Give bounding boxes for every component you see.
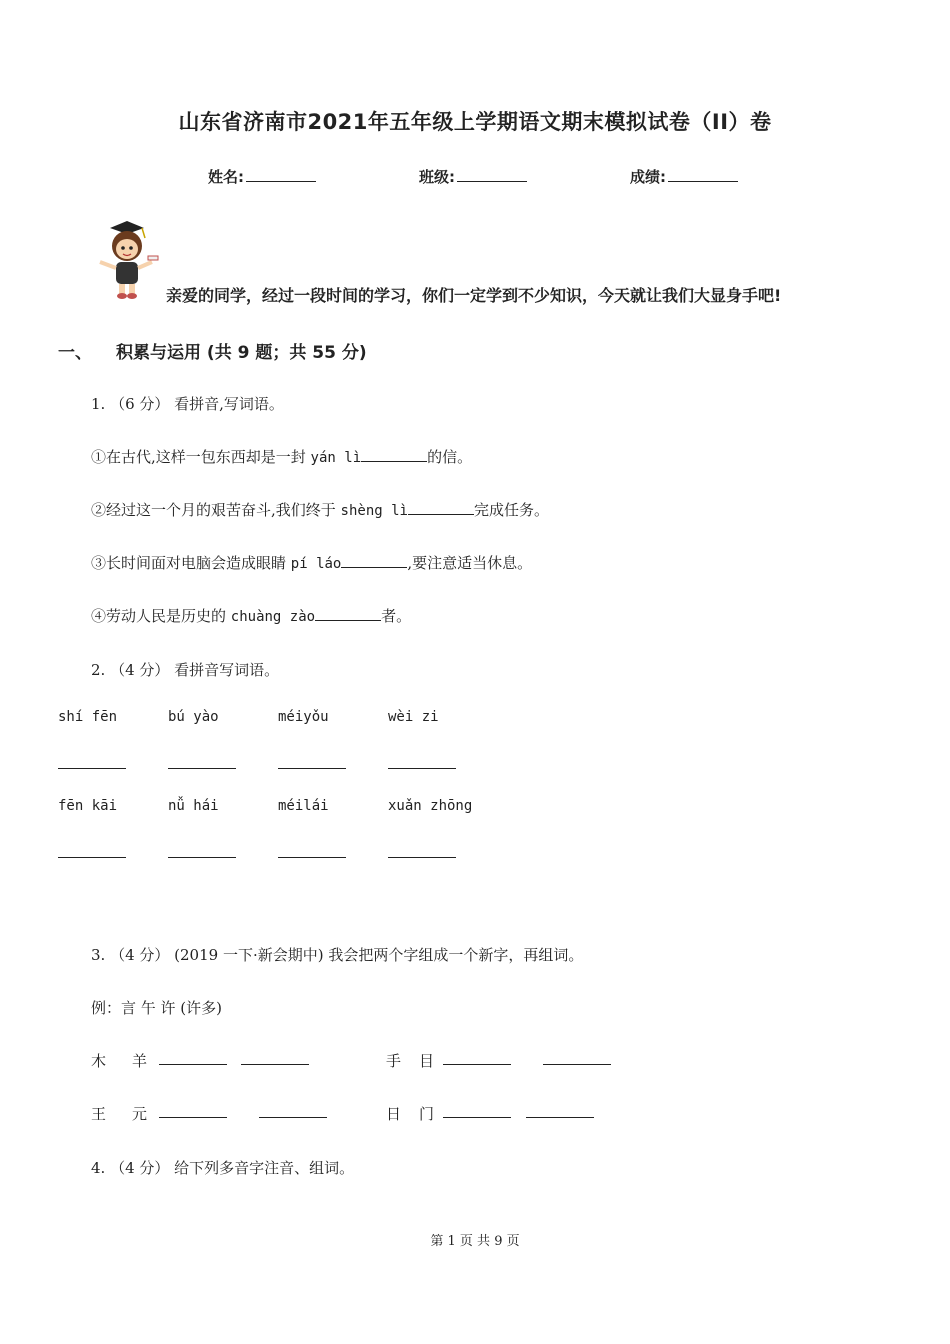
name-blank[interactable] bbox=[246, 169, 316, 182]
char-a: 木 bbox=[91, 1052, 107, 1070]
name-label: 姓名: bbox=[208, 168, 244, 186]
score-label: 成绩: bbox=[630, 168, 666, 186]
question-1-item bbox=[91, 552, 532, 573]
answer-blank[interactable] bbox=[341, 555, 407, 568]
pinyin-cell: bú yào bbox=[168, 709, 219, 725]
answer-blank[interactable] bbox=[388, 857, 456, 858]
item-text-after: 的信。 bbox=[427, 448, 473, 466]
pinyin-cell: wèi zi bbox=[388, 709, 439, 725]
answer-blank[interactable] bbox=[259, 1117, 327, 1118]
item-text-after: ,要注意适当休息。 bbox=[407, 554, 533, 572]
answer-blank[interactable] bbox=[443, 1064, 511, 1065]
pinyin-cell: shí fēn bbox=[58, 709, 118, 725]
class-field bbox=[419, 166, 527, 187]
score-field bbox=[630, 166, 738, 187]
item-text-before: ①在古代,这样一包东西却是一封 bbox=[91, 448, 311, 466]
char-b: 元 bbox=[132, 1105, 148, 1123]
item-text-before: ④劳动人民是历史的 bbox=[91, 607, 231, 625]
char-a: 手 bbox=[386, 1052, 402, 1070]
answer-blank[interactable] bbox=[58, 768, 126, 769]
welcome-message: 亲爱的同学，经过一段时间的学习，你们一定学到不少知识，今天就让我们大显身手吧! bbox=[166, 286, 782, 305]
answer-blank[interactable] bbox=[388, 768, 456, 769]
class-blank[interactable] bbox=[457, 169, 527, 182]
item-text-after: 完成任务。 bbox=[473, 501, 549, 519]
char-b: 门 bbox=[419, 1105, 435, 1123]
answer-blank[interactable] bbox=[278, 857, 346, 858]
char-pair bbox=[386, 1103, 434, 1124]
page-title: 山东省济南市2021年五年级上学期语文期末模拟试卷（II）卷 bbox=[178, 110, 772, 134]
question-2-heading: 2. （4 分） 看拼音写词语。 bbox=[91, 661, 280, 679]
pinyin: shèng lì bbox=[340, 503, 408, 519]
answer-blank[interactable] bbox=[168, 768, 236, 769]
item-text-after: 者。 bbox=[381, 607, 412, 625]
pinyin: pí láo bbox=[290, 556, 342, 572]
char-pair bbox=[91, 1050, 147, 1071]
pinyin-cell: fēn kāi bbox=[58, 798, 118, 814]
item-text-before: ③长时间面对电脑会造成眼睛 bbox=[91, 554, 291, 572]
answer-blank[interactable] bbox=[159, 1064, 227, 1065]
answer-blank[interactable] bbox=[278, 768, 346, 769]
question-4-heading: 4. （4 分） 给下列多音字注音、组词。 bbox=[91, 1159, 355, 1177]
section-title: 积累与运用 (共 9 题；共 55 分) bbox=[116, 343, 367, 363]
pinyin-cell: méilái bbox=[278, 798, 329, 814]
pinyin: yán lì bbox=[310, 450, 362, 466]
answer-blank[interactable] bbox=[241, 1064, 309, 1065]
char-pair bbox=[386, 1050, 434, 1071]
char-b: 目 bbox=[419, 1052, 435, 1070]
answer-blank[interactable] bbox=[543, 1064, 611, 1065]
pinyin-cell: méiyǒu bbox=[278, 709, 329, 725]
page-footer: 第 1 页 共 9 页 bbox=[430, 1234, 520, 1249]
question-1-heading: 1. （6 分） 看拼音,写词语。 bbox=[91, 395, 284, 413]
section-number: 一、 bbox=[58, 343, 92, 363]
pinyin-cell: nǚ hái bbox=[168, 798, 219, 814]
answer-blank[interactable] bbox=[526, 1117, 594, 1118]
graduate-mascot-icon bbox=[92, 218, 162, 302]
section-heading bbox=[58, 338, 367, 363]
char-a: 日 bbox=[386, 1105, 402, 1123]
answer-blank[interactable] bbox=[361, 449, 427, 462]
question-1-item bbox=[91, 499, 549, 520]
answer-blank[interactable] bbox=[58, 857, 126, 858]
question-1-item bbox=[91, 605, 411, 626]
name-field bbox=[208, 166, 316, 187]
char-a: 王 bbox=[91, 1105, 107, 1123]
question-3-example: 例：言 午 许 (许多) bbox=[91, 999, 223, 1017]
answer-blank[interactable] bbox=[168, 857, 236, 858]
class-label: 班级: bbox=[419, 168, 455, 186]
pinyin-cell: xuǎn zhōng bbox=[388, 798, 473, 814]
score-blank[interactable] bbox=[668, 169, 738, 182]
answer-blank[interactable] bbox=[159, 1117, 227, 1118]
char-pair bbox=[91, 1103, 147, 1124]
item-text-before: ②经过这一个月的艰苦奋斗,我们终于 bbox=[91, 501, 341, 519]
answer-blank[interactable] bbox=[408, 502, 474, 515]
question-3-heading: 3. （4 分） (2019 一下·新会期中) 我会把两个字组成一个新字，再组词。 bbox=[91, 946, 584, 964]
answer-blank[interactable] bbox=[315, 608, 381, 621]
answer-blank[interactable] bbox=[443, 1117, 511, 1118]
char-b: 羊 bbox=[132, 1052, 148, 1070]
pinyin: chuàng zào bbox=[230, 609, 316, 625]
question-1-item bbox=[91, 446, 472, 467]
